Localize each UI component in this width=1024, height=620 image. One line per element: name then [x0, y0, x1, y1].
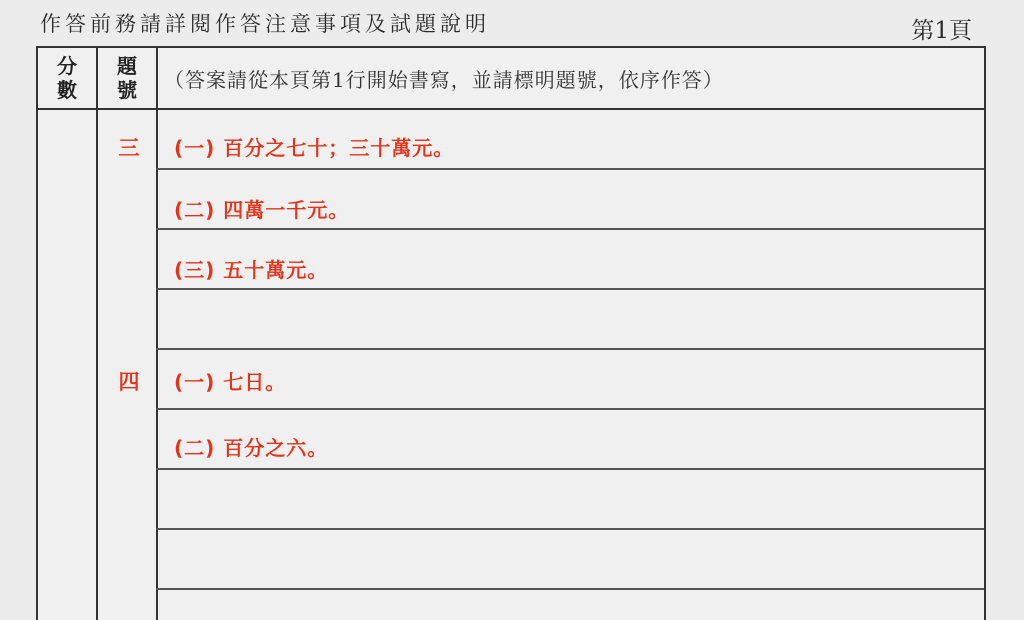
writing-instruction: （答案請從本頁第1行開始書寫，並請標明題號，依序作答） [164, 68, 724, 92]
answer-line: (三) 五十萬元。 [174, 258, 329, 282]
column-divider [156, 48, 158, 620]
answer-sheet [36, 46, 986, 620]
question-number-4: 四 [118, 370, 140, 394]
answer-line: (一) 七日。 [174, 370, 287, 394]
ruled-line [156, 228, 984, 230]
score-column-header: 分數 [57, 54, 77, 102]
page-number: 第1頁 [911, 18, 972, 44]
ruled-line [156, 348, 984, 350]
question-number-column-header: 題號 [117, 54, 137, 102]
question-number-3: 三 [118, 136, 140, 160]
ruled-line [156, 468, 984, 470]
ruled-line [156, 528, 984, 530]
answer-line: (二) 百分之六。 [174, 436, 329, 460]
ruled-line [156, 408, 984, 410]
ruled-line [156, 288, 984, 290]
header-rule [38, 108, 984, 110]
answer-line: (一) 百分之七十；三十萬元。 [174, 136, 455, 160]
ruled-line [156, 588, 984, 590]
ruled-line [156, 168, 984, 170]
exam-notice: 作答前務請詳閱作答注意事項及試題說明 [40, 12, 490, 36]
answer-line: (二) 四萬一千元。 [174, 198, 350, 222]
column-divider [96, 48, 98, 620]
